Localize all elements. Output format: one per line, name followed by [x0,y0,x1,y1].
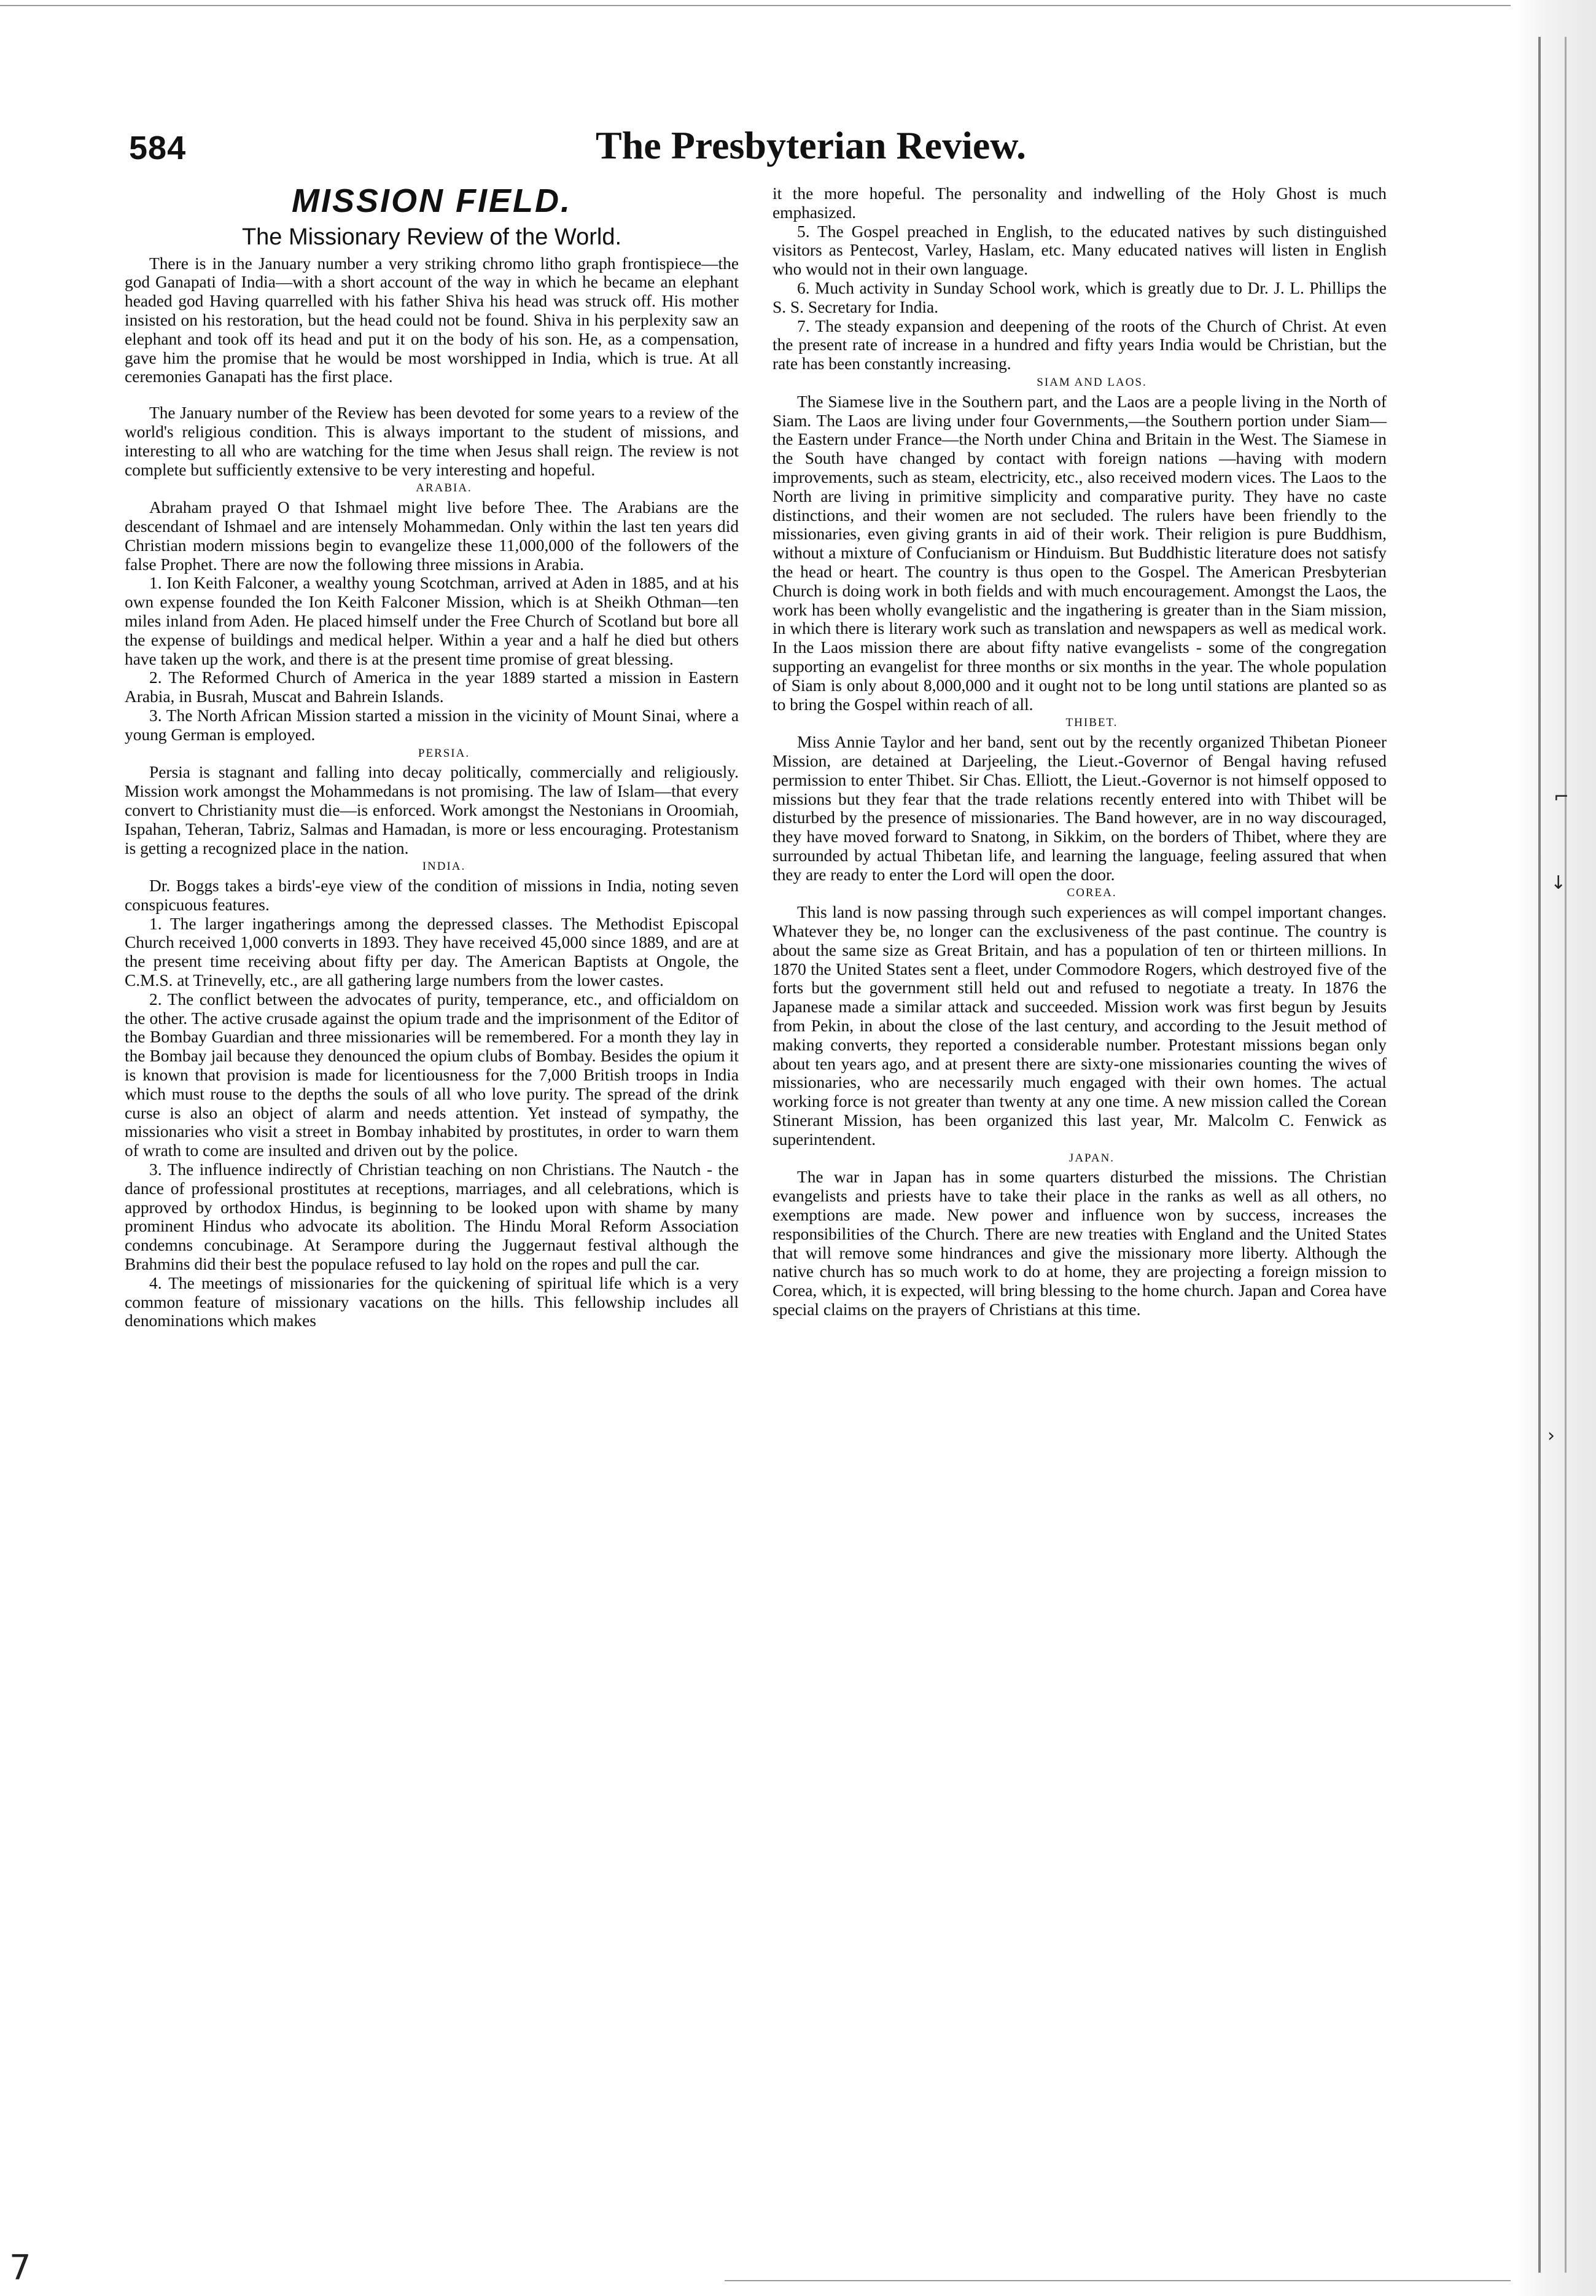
subheading-siam-laos: SIAM AND LAOS. [1037,375,1147,389]
margin-mark: ⌐ [1554,786,1570,808]
paragraph: The war in Japan has in some quarters disturbed the missions. The Christian evangelists and priests have to take their place in the ranks as well as all others, no exemptions are made. New power and influence won by success, increases the responsibilities of the Church. There are new treaties with England and the United States that will remove some hindrances and give the missionary more liberty. Although the native church has so much work to do at home, they are projecting a foreign mission to Corea, which, it is expected, will bring blessing to the home church. Japan and Corea have special claims on the prayers of Christians at this time. [773,1168,1387,1319]
paragraph: 1. Ion Keith Falconer, a wealthy young Scotchman, arrived at Aden in 1885, and at his own expense founded the Ion Keith Falconer Mission, which is at Sheikh Othman—ten miles inland from Aden. He placed himself under the Free Church of Scotland but bore all the expense of buildings and medical helper. Within a year and a half he died but others have taken up the work, and there is at the present time promise of great blessing. [125,574,739,668]
paragraph: 3. The influence indirectly of Christian teaching on non Christians. The Nautch - the dance of professional prostitutes at receptions, marriages, and all celebrations, which is approved by orthodox Hindus, is beginning to be looked upon with shame by many prominent Hindus who advocate its abolition. The Hindu Moral Reform Association condemns concubinage. At Serampore during the Juggernaut festival although the Brahmins did their best the populace refused to lay hold on the ropes and pull the car. [125,1160,739,1274]
paragraph: 1. The larger ingatherings among the depressed classes. The Methodist Episcopal Church received 1,000 converts in 1893. They have received 45,000 since 1889, and are at the present time receiving about fifty per day. The American Baptists at Ongole, the C.M.S. at Trinevelly, etc., are all gathering large numbers from the lower castes. [125,914,739,990]
subheading-india: INDIA. [422,860,466,873]
paragraph: The Siamese live in the Southern part, and the Laos are a people living in the North of Siam. The Laos are living under four Governments,—the Southern portion under Siam—the Eastern under France—the North under China and Britain in the West. The Siamese in the South have changed by contact with foreign nations —having with modern improvements, such as steam, electricity, etc., also received modern vices. The Laos to the North are living in primitive simplicity and comparative purity. They have no caste distinctions, and their women are not secluded. The rulers have been friendly to the missionaries, even giving grants in aid of their work. Their religion is pure Buddhism, without a mixture of Confucianism or Hinduism. But Buddhistic literature does not satisfy the head or heart. The country is thus open to the Gospel. The American Presbyterian Church is doing work in both fields and with much encouragement. Amongst the Laos, the work has been wholly evangelistic and the ingathering is greater than in the Siam mission, in which there is literary work such as translation and newspapers as well as medical work. In the Laos mission there are about fifty native evangelists - some of the congregation supporting an evangelist for three months or six months in the year. The whole population of Siam is only about 8,000,000 and it ought not to be long until stations are planted so as to bring the Gospel within reach of all. [773,392,1387,714]
page-header [129,123,1511,190]
page-edge-line [1538,37,1541,2273]
top-rule [0,5,1511,6]
paragraph: 3. The North African Mission started a mission in the vicinity of Mount Sinai, where a young German is employed. [125,706,739,744]
margin-mark: ↓ [1551,872,1567,894]
subheading-persia: PERSIA. [418,746,470,760]
paragraph: it the more hopeful. The personality and indwelling of the Holy Ghost is much emphasized. [773,184,1387,222]
paragraph: This land is now passing through such experiences as will compel important changes. Whatever they be, no longer can the exclusiveness of the past continue. The country is about the same size as Great Britain, and has a population of ten or thirteen millions. In 1870 the United States sent a fleet, under Commodore Rogers, which destroyed five of the forts but the government still held out and refused to negotiate a treaty. In 1876 the Japanese made a similar attack and succeeded. Mission work was first begun by Jesuits from Pekin, in about the close of the last century, and according to the Jesuit method of making converts, they reported a considerable number. Protestant missions began only about ten years ago, and at present there are sixty-one missionaries counting the wives of missionaries, who are necessarily much engaged with their own homes. The actual working force is not greater than twenty at any one time. A new mission called the Corean Stinerant Mission, has been organized this last year, Mr. Malcolm C. Fenwick as superintendent. [773,903,1387,1149]
page-number: 584 [129,130,187,166]
paragraph: 7. The steady expansion and deepening of the roots of the Church of Christ. At even the present rate of increase in a hundred and fifty years India would be Christian, but the rate has been constantly increasing. [773,316,1387,373]
paragraph: 6. Much activity in Sunday School work, which is greatly due to Dr. J. L. Phillips the S. S. Secretary for India. [773,278,1387,316]
paragraph: There is in the January number a very striking chromo litho graph frontispiece—the god Ganapati of India—with a short account of the way in which he became an elephant headed god Having quarrelled with his father Shiva his head was struck off. His mother insisted on his restoration, but the head could not be found. Shiva in his perplexity saw an elephant and took off its head and put it on the body of his son. He, as a compensation, gave him the promise that he would be most worshipped in India, which is true. At all ceremonies Ganapati has the first place. [125,254,739,386]
subheading-thibet: THIBET. [1065,716,1118,730]
page-edge-line [1565,37,1567,2273]
subheading-arabia: ARABIA. [416,482,472,495]
paragraph: 4. The meetings of missionaries for the quickening of spiritual life which is a very common feature of missionary vacations on the hills. This fellowship includes all denominations which makes [125,1273,739,1330]
paragraph: Miss Annie Taylor and her band, sent out by the recently organized Thibetan Pioneer Mission, are detained at Darjeeling, the Lieut.-Governor of Bengal having refused permission to enter Thibet. Sir Chas. Elliott, the Lieut.-Governor is not himself opposed to missions but they fear that the trade relations recently entered into with Thibet will be disturbed by the presence of missionaries. The Band however, are in no way discouraged, they have moved forward to Snatong, in Sikkim, on the borders of Thibet, where they are surrounded by actual Thibetan life, and learning the language, feeling assured that when they are ready to enter the Lord will open the door. [773,733,1387,884]
right-column [773,184,1387,1319]
page-edge [1516,0,1596,2296]
paragraph: 5. The Gospel preached in English, to the educated natives by such distinguished visitors as Pentecost, Varley, Haslam, etc. Many educated natives will listen in English who would not in their own language. [773,222,1387,279]
margin-mark: › [1547,1425,1555,1447]
section-title: MISSION FIELD. [291,182,572,219]
subheading-japan: JAPAN. [1069,1151,1115,1165]
subheading-corea: COREA. [1067,886,1117,900]
paragraph: 2. The Reformed Church of America in the year 1889 started a mission in Eastern Arabia, in Busrah, Muscat and Bahrein Islands. [125,668,739,706]
left-column [125,184,739,1330]
article-title: The Missionary Review of the World. [241,224,622,250]
bottom-rule [725,2280,1511,2281]
paragraph: The January number of the Review has been devoted for some years to a review of the world's religious condition. This is always important to the student of missions, and interesting to all who are watching for the time when Jesus shall reign. The review is not complete but sufficiently extensive to be very interesting and hopeful. [125,404,739,479]
paragraph: 2. The conflict between the advocates of purity, temperance, etc., and officialdom on the other. The active crusade against the opium trade and the imprisonment of the Editor of the Bombay Guardian and three missionaries will be remembered. For a month they lay in the Bombay jail because they denounced the opium clubs of Bombay. Besides the opium it is known that provision is made for licentiousness for the 7,000 British troops in India which must rouse to the depths the souls of all who love purity. The spread of the drink curse is also an object of alarm and needs attention. Yet instead of sympathy, the missionaries who visit a street in Bombay inhabited by prostitutes, in order to warn them of wrath to come are insulted and driven out by the police. [125,990,739,1160]
margin-mark: 7 [9,2248,31,2288]
paragraph: Dr. Boggs takes a birds'-eye view of the condition of missions in India, noting seven conspicuous features. [125,877,739,914]
paragraph: Abraham prayed O that Ishmael might live before Thee. The Arabians are the descendant of Ishmael and are intensely Mohammedan. Only within the last ten years did Christian modern missions begin to evangelize these 11,000,000 of the followers of the false Prophet. There are now the following three missions in Arabia. [125,498,739,574]
journal-title: The Presbyterian Review. [596,123,1026,167]
paragraph: Persia is stagnant and falling into decay politically, commercially and religiously. Mission work amongst the Mohammedans is not promising. The law of Islam—that every convert to Christianity must die—is enforced. Work amongst the Nestonians in Oroomiah, Ispahan, Teheran, Tabriz, Salmas and Hamadan, is more or less encouraging. Protestanism is getting a recognized place in the nation. [125,763,739,857]
